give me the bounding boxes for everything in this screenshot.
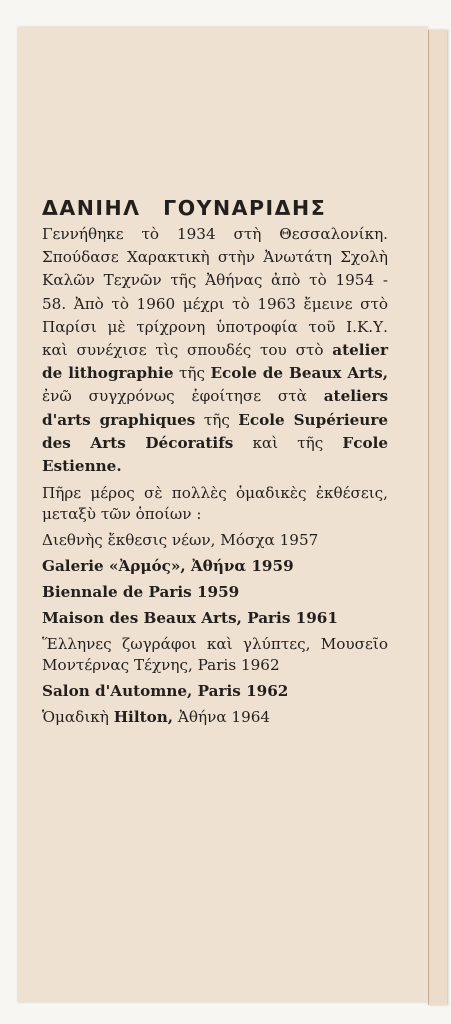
exhibition-last-prefix: Ὁμαδικὴ — [42, 708, 109, 727]
exhibition-item: Biennale de Paris 1959 — [42, 583, 240, 602]
bio-text-4: τῆς — [203, 410, 230, 429]
bio-atelier: atelier de lithographie — [42, 341, 389, 383]
exhibition-item: Salon d'Automne, Paris 1962 — [42, 682, 289, 701]
exhibition-item: Ἕλληνες ζωγράφοι καὶ γλύπτες, Μουσεῖο Μοντέρνας Τέχνης, Paris 1962 — [42, 635, 388, 675]
bio-text-2: τῆς — [178, 364, 205, 383]
artist-name-heading: ΔΑΝΙΗΛ ΓΟΥΝΑΡΙΔΗΣ — [42, 196, 327, 220]
card-fold-edge — [428, 30, 447, 1005]
exhibition-item: Galerie «Ἀρμός», Ἀθήνα 1959 — [42, 557, 294, 576]
bio-ateliers: ateliers d'arts graphiques — [42, 387, 388, 429]
bio-text-3: ἐνῶ συγχρόνως ἐφοίτησε στὰ — [42, 387, 307, 406]
exhibitions-list — [42, 483, 388, 728]
bio-text-5: καὶ τῆς — [252, 433, 324, 452]
biography-paragraph — [42, 223, 388, 478]
exhibition-item-last — [42, 707, 388, 728]
exhibition-item: Διεθνὴς ἔκθεσις νέων, Μόσχα 1957 — [42, 531, 319, 550]
bio-text-1: Γεννήθηκε τὸ 1934 στὴ Θεσσαλονίκη. Σπούδασε Χαρακτικὴ στὴν Ἀνωτάτη Σχολὴ Καλῶν Τεχνῶν τῆς Ἀθήνας ἀπὸ τὸ 1954 - 58. Ἀπὸ τὸ 1960 μέχρι τὸ 1963 ἔμεινε στὸ Παρίσι μὲ τρίχρονη ὑποτροφία τοῦ Ι.Κ.Υ. καὶ συνέχισε τὶς σπουδές του στὸ — [42, 225, 388, 360]
bio-ecole-beaux-arts: Ecole de Beaux Arts, — [210, 364, 389, 383]
bio-fcole-estienne: Fcole Estienne. — [42, 433, 389, 476]
exhibition-last-suffix: Ἀθήνα 1964 — [177, 708, 271, 727]
bio-ecole-superieure: Ecole Supérieure des Arts Décoratifs — [42, 410, 389, 452]
exhibition-last-bold: Hilton, — [113, 708, 174, 727]
biography-text-block — [42, 196, 388, 733]
exhibition-item: Maison des Beaux Arts, Paris 1961 — [42, 609, 338, 628]
exhibitions-intro: Πῆρε μέρος σὲ πολλὲς ὁμαδικὲς ἐκθέσεις, μεταξὺ τῶν ὁποίων : — [42, 484, 388, 524]
